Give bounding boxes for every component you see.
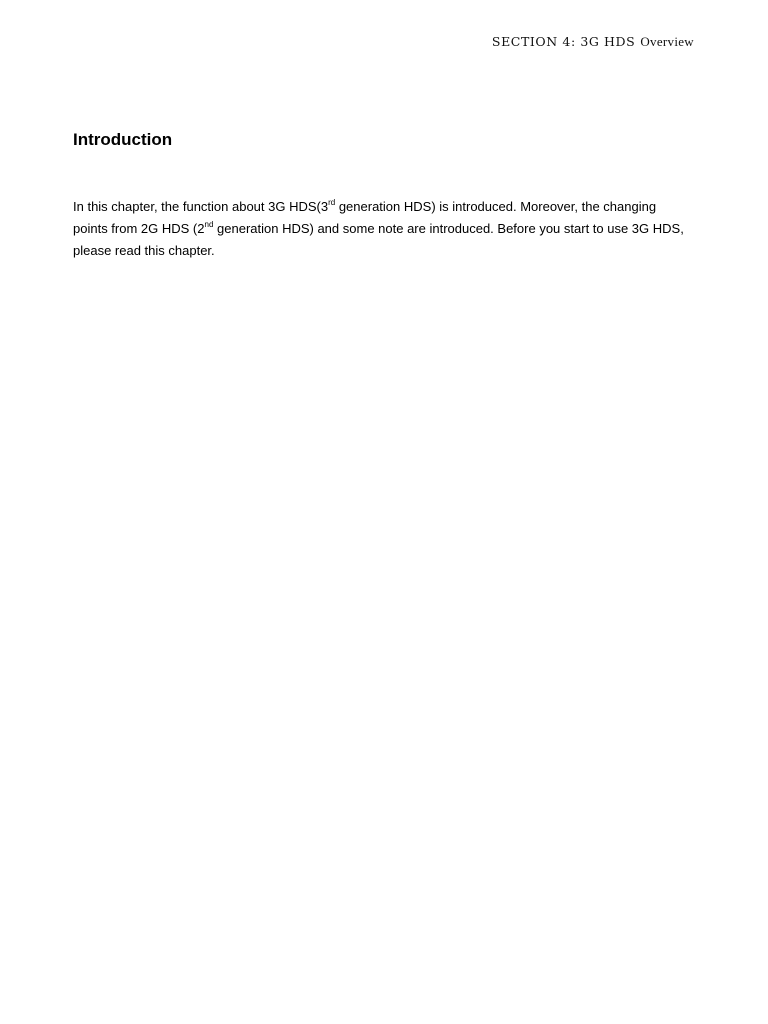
intro-paragraph: [73, 196, 693, 262]
superscript-rd: rd: [328, 198, 336, 207]
paragraph-text-2: generation HDS) is introduced. Moreover, the changing points from 2G HDS (2: [73, 199, 657, 236]
superscript-nd: nd: [204, 220, 214, 229]
paragraph-text-1: In this chapter, the function about 3G HDS(3: [73, 199, 329, 214]
section-subtitle: Overview: [640, 34, 694, 49]
running-header: [492, 34, 694, 50]
section-label: SECTION 4: 3G HDS: [491, 34, 636, 49]
paragraph-text-3: generation HDS) and some note are introduced. Before you start to use 3G HDS, please read this chapter.: [73, 221, 684, 258]
section-title: Introduction: [73, 130, 173, 149]
